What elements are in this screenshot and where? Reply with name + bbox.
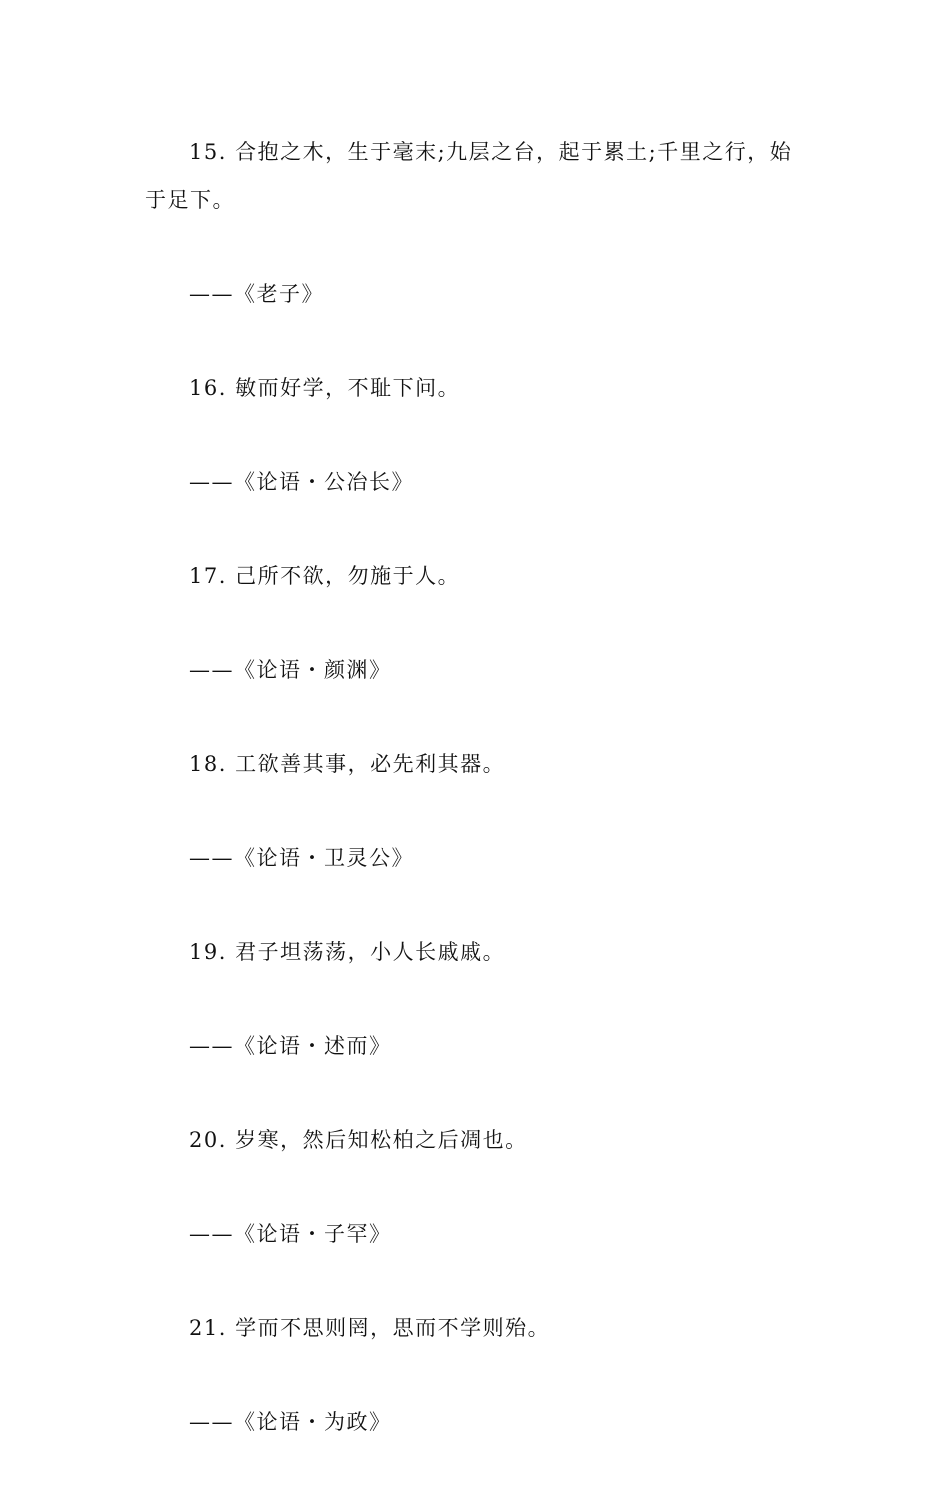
quote-16: 16. 敏而好学，不耻下问。	[189, 376, 461, 400]
quote-21: 21. 学而不思则罔，思而不学则殆。	[189, 1316, 551, 1340]
source-19: ——《论语・述而》	[189, 1034, 392, 1058]
quote-18: 18. 工欲善其事，必先利其器。	[189, 752, 506, 776]
quote-17: 17. 己所不欲，勿施于人。	[189, 564, 461, 588]
source-15: ——《老子》	[189, 282, 324, 306]
source-18: ——《论语・卫灵公》	[189, 846, 414, 870]
source-17: ——《论语・颜渊》	[189, 658, 392, 682]
quote-20: 20. 岁寒，然后知松柏之后凋也。	[189, 1128, 528, 1152]
source-21: ——《论语・为政》	[189, 1410, 392, 1434]
source-16: ——《论语・公冶长》	[189, 470, 414, 494]
quote-15: 15. 合抱之木，生于毫末;九层之台，起于累土;千里之行，始于足下。	[145, 140, 793, 212]
quote-19: 19. 君子坦荡荡，小人长戚戚。	[189, 940, 506, 964]
document-body	[145, 128, 807, 1492]
source-20: ——《论语・子罕》	[189, 1222, 392, 1246]
